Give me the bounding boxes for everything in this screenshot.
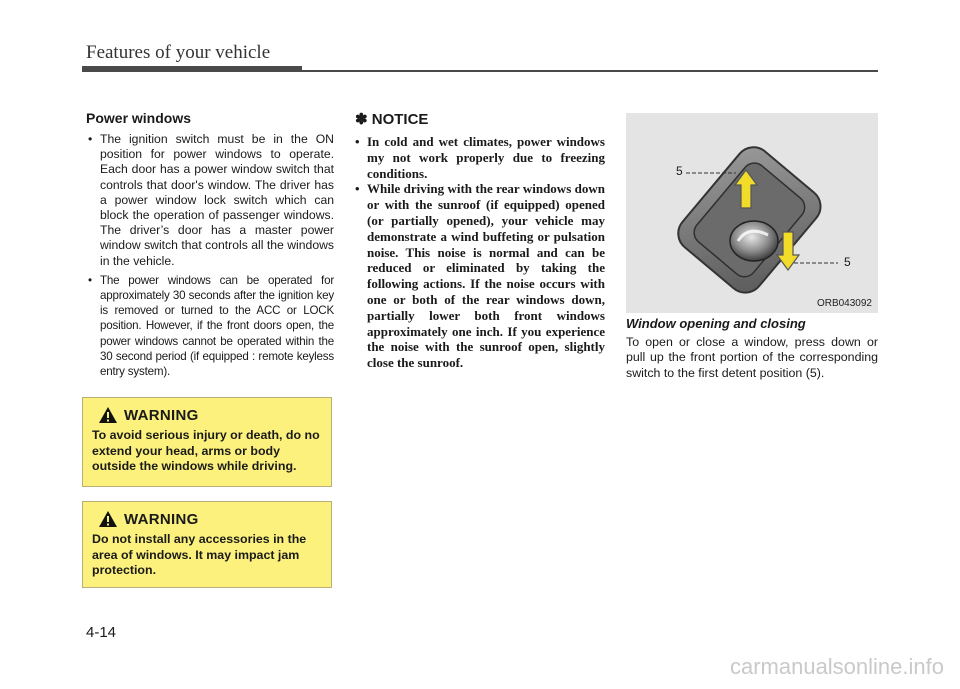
list-item: • The power windows can be operated for approximately 30 seconds after the ignition key is removed or turned to the ACC or LOCK position. However, if the front doors open, the power windows cannot be operated within the 30 second period (if equipped : remote keyless entry system).	[86, 273, 334, 379]
section-title: Power windows	[86, 110, 192, 126]
warning-triangle-icon	[98, 510, 118, 528]
window-switch-figure	[626, 113, 878, 313]
arrow-up-icon	[734, 169, 758, 209]
power-windows-section	[86, 110, 334, 383]
subsection-title: Window opening and closing	[626, 316, 806, 331]
warning-text: Do not install any accessories in the area of windows. It may impact jam protection.	[92, 532, 307, 577]
warning-box-2	[82, 501, 332, 588]
window-switch-illustration	[626, 113, 878, 313]
warning-text: To avoid serious injury or death, do no extend your head, arms or body outside the windows while driving.	[92, 428, 320, 473]
list-item: • In cold and wet climates, power windows my not work properly due to freezing conditions.	[355, 134, 605, 181]
warning-triangle-icon	[98, 406, 118, 424]
watermark-logo: carmanualsonline.info	[729, 654, 944, 679]
arrow-down-icon	[776, 231, 800, 271]
page-header-title: Features of your vehicle	[86, 42, 271, 63]
body-text: To open or close a window, press down or pull up the front portion of the corresponding switch to the first detent position (5).	[626, 335, 878, 380]
window-opening-section	[626, 316, 878, 381]
power-windows-list	[86, 132, 334, 379]
warning-title: WARNING	[124, 510, 199, 528]
notice-title: ✽ NOTICE	[355, 111, 429, 128]
list-item: • While driving with the rear windows down or with the sunroof (if equipped) opened (or partially opened), your vehicle may demonstrate a wind buffeting or pulsation noise. This noise is normal and can be reduced or eliminated by taking the following actions. If the noise occurs with one or both of the rear windows down, partially lower both front windows approximately one inch. If you experience the noise with the sunroof open, slightly close the sunroof.	[355, 181, 605, 371]
warning-box-1	[82, 397, 332, 487]
notice-section	[355, 110, 605, 371]
warning-header	[92, 510, 323, 528]
position-label-top: 5	[676, 164, 683, 178]
page-number: 4-14	[86, 624, 117, 641]
header-rule-thin	[300, 70, 878, 72]
warning-title: WARNING	[124, 406, 199, 424]
position-label-bottom: 5	[844, 255, 851, 269]
header-rule-thick	[82, 66, 302, 72]
figure-code: ORB043092	[816, 298, 872, 309]
warning-header	[92, 406, 323, 424]
list-item: • The ignition switch must be in the ON position for power windows to operate. Each door has a power window switch that controls that door's window. The driver has a power window lock switch which can block the operation of passenger windows. The driver’s door has a master power window switch that controls all the windows in the vehicle.	[86, 132, 334, 269]
notice-list	[355, 134, 605, 371]
